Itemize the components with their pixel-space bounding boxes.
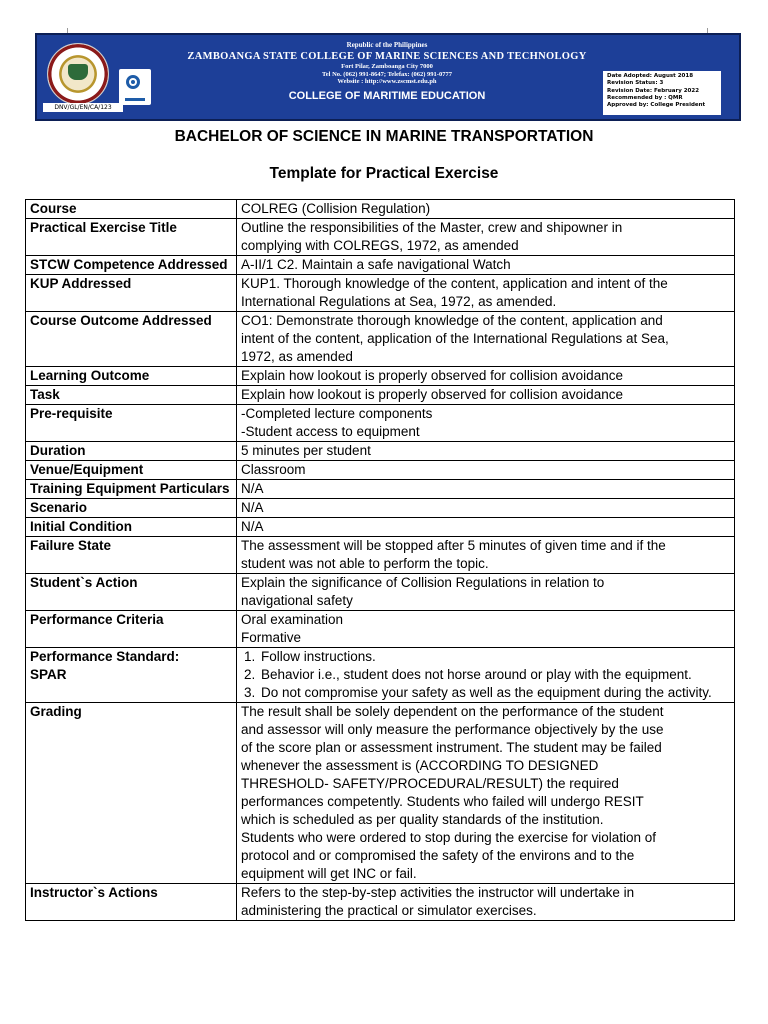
row-value-line: 1972, as amended (241, 349, 353, 364)
table-row (26, 367, 735, 386)
row-value-line: CO1: Demonstrate thorough knowledge of the content, application and (241, 313, 663, 328)
row-label (26, 518, 237, 537)
row-value (237, 386, 735, 405)
row-value-line: which is scheduled as per quality standards of the institution. (241, 812, 604, 827)
list-item: 1. Follow instructions. (259, 648, 730, 666)
row-label-text: Course Outcome Addressed (30, 313, 212, 328)
row-value-line: intent of the content, application of the International Regulations at Sea, (241, 331, 669, 346)
row-label-text: Performance Criteria (30, 612, 164, 627)
row-value (237, 461, 735, 480)
row-label (26, 386, 237, 405)
certification-logo-icon (119, 69, 151, 105)
row-label-text: Course (30, 201, 77, 216)
row-value (237, 703, 735, 884)
row-value (237, 499, 735, 518)
row-value (237, 367, 735, 386)
row-label (26, 884, 237, 921)
republic-label: Republic of the Philippines (346, 41, 428, 49)
row-value-line: student was not able to perform the topic. (241, 556, 489, 571)
row-value-line: Explain how lookout is properly observed for collision avoidance (241, 368, 623, 383)
table-row (26, 442, 735, 461)
row-label (26, 703, 237, 884)
row-value-line: Oral examination (241, 612, 344, 627)
row-value-line: THRESHOLD- SAFETY/PROCEDURAL/RESULT) the required (241, 776, 619, 791)
row-label-text: Learning Outcome (30, 368, 150, 383)
table-row (26, 200, 735, 219)
row-label (26, 367, 237, 386)
table-row (26, 386, 735, 405)
row-label-text: Training Equipment Particulars (30, 481, 230, 496)
row-label-text: SPAR (30, 667, 67, 682)
school-contact: Tel No. (062) 991-8647; Telefax: (062) 991-0777 (322, 70, 452, 78)
banner-text (167, 41, 607, 103)
table-row (26, 461, 735, 480)
list-item: 2. Behavior i.e., student does not horse around or play with the equipment. (259, 666, 730, 684)
doc-info-line: Revision Status: 3 (607, 80, 664, 87)
school-website: Website : http://www.zscmst.edu.ph (337, 78, 437, 85)
row-label (26, 480, 237, 499)
standard-list (241, 648, 730, 702)
row-value (237, 518, 735, 537)
table-row (26, 256, 735, 275)
table-row (26, 648, 735, 703)
table-row (26, 574, 735, 611)
row-label-text: STCW Competence Addressed (30, 257, 228, 272)
row-value-line: 5 minutes per student (241, 443, 371, 458)
row-value (237, 884, 735, 921)
row-label-text: Failure State (30, 538, 112, 553)
row-value-line: complying with COLREGS, 1972, as amended (241, 238, 519, 253)
row-value (237, 480, 735, 499)
row-label (26, 611, 237, 648)
row-label (26, 537, 237, 574)
table-row (26, 219, 735, 256)
row-value-line: whenever the assessment is (ACCORDING TO DESIGNED (241, 758, 599, 773)
program-title: BACHELOR OF SCIENCE IN MARINE TRANSPORTATION (174, 128, 594, 145)
row-label-text: Duration (30, 443, 86, 458)
row-value (237, 537, 735, 574)
row-value-line: Explain the significance of Collision Regulations in relation to (241, 575, 605, 590)
row-label (26, 256, 237, 275)
row-value-line: of the score plan or assessment instrument. The student may be failed (241, 740, 662, 755)
row-value-line: International Regulations at Sea, 1972, as amended. (241, 294, 557, 309)
row-value-line: N/A (241, 519, 264, 534)
table-row (26, 480, 735, 499)
row-label (26, 219, 237, 256)
row-value-line: administering the practical or simulator exercises. (241, 903, 537, 918)
row-value-line: Students who were ordered to stop during the exercise for violation of (241, 830, 656, 845)
table-row (26, 312, 735, 367)
row-value-line: Classroom (241, 462, 306, 477)
row-value-line: Formative (241, 630, 302, 645)
row-value-line: A-II/1 C2. Maintain a safe navigational Watch (241, 257, 511, 272)
header-banner (35, 33, 741, 121)
row-value-line: equipment will get INC or fail. (241, 866, 417, 881)
row-label-text: Venue/Equipment (30, 462, 144, 477)
school-name: ZAMBOANGA STATE COLLEGE OF MARINE SCIENCES AND TECHNOLOGY (187, 51, 587, 62)
row-value-line: -Completed lecture components (241, 406, 433, 421)
row-label-text: Grading (30, 704, 82, 719)
row-label (26, 275, 237, 312)
table-row (26, 518, 735, 537)
row-value-line: navigational safety (241, 593, 353, 608)
college-name: COLLEGE OF MARITIME EDUCATION (288, 89, 486, 102)
row-value-line: -Student access to equipment (241, 424, 420, 439)
row-label-text: Scenario (30, 500, 88, 515)
row-value-line: The assessment will be stopped after 5 minutes of given time and if the (241, 538, 666, 553)
row-label-text: Instructor`s Actions (30, 885, 158, 900)
row-value (237, 648, 735, 703)
row-value (237, 256, 735, 275)
row-label (26, 200, 237, 219)
row-label (26, 405, 237, 442)
row-value (237, 574, 735, 611)
row-label-text: KUP Addressed (30, 276, 132, 291)
row-value (237, 611, 735, 648)
row-value-line: COLREG (Collision Regulation) (241, 201, 431, 216)
row-value-line: Explain how lookout is properly observed for collision avoidance (241, 387, 623, 402)
table-row (26, 275, 735, 312)
row-label-text: Task (30, 387, 60, 402)
template-title: Template for Practical Exercise (269, 165, 499, 182)
doc-info-line: Revision Date: February 2022 (607, 87, 700, 94)
row-label-text: Practical Exercise Title (30, 220, 177, 235)
row-label (26, 442, 237, 461)
certificate-number: DNV/GL/EN/CA/123 (43, 103, 123, 112)
row-label (26, 312, 237, 367)
row-label-text: Performance Standard: (30, 649, 180, 664)
row-value-line: KUP1. Thorough knowledge of the content, application and intent of the (241, 276, 668, 291)
row-label-text: Initial Condition (30, 519, 132, 534)
table-row (26, 405, 735, 442)
doc-info-line: Approved by: College President (607, 102, 706, 109)
row-value-line: and assessor will only measure the performance objectively by the use (241, 722, 664, 737)
row-value (237, 442, 735, 461)
row-label (26, 461, 237, 480)
row-value (237, 200, 735, 219)
document-control-box (603, 71, 721, 115)
doc-info-line: Recommended by : QMR (607, 94, 683, 101)
table-row (26, 703, 735, 884)
row-label-text: Student`s Action (30, 575, 138, 590)
row-value-line: performances competently. Students who failed will undergo RESIT (241, 794, 644, 809)
school-address: Fort Pilar, Zamboanga City 7000 (341, 63, 433, 70)
row-label-text: Pre-requisite (30, 406, 113, 421)
row-value-line: The result shall be solely dependent on the performance of the student (241, 704, 664, 719)
table-row (26, 884, 735, 921)
doc-info-line: Date Adopted: August 2018 (607, 73, 694, 79)
college-seal-icon (47, 43, 109, 105)
row-value-line: protocol and or compromised the safety of the environs and to the (241, 848, 635, 863)
row-value-line: N/A (241, 500, 264, 515)
row-label (26, 499, 237, 518)
row-value-line: Refers to the step-by-step activities the instructor will undertake in (241, 885, 635, 900)
row-value (237, 312, 735, 367)
row-label (26, 574, 237, 611)
practical-exercise-table (25, 199, 735, 921)
table-row (26, 537, 735, 574)
row-value (237, 275, 735, 312)
row-value-line: N/A (241, 481, 264, 496)
row-value-line: Outline the responsibilities of the Master, crew and shipowner in (241, 220, 623, 235)
list-item: 3. Do not compromise your safety as well as the equipment during the activity. (259, 684, 730, 702)
table-row (26, 499, 735, 518)
row-value (237, 405, 735, 442)
row-value (237, 219, 735, 256)
row-label (26, 648, 237, 703)
table-row (26, 611, 735, 648)
